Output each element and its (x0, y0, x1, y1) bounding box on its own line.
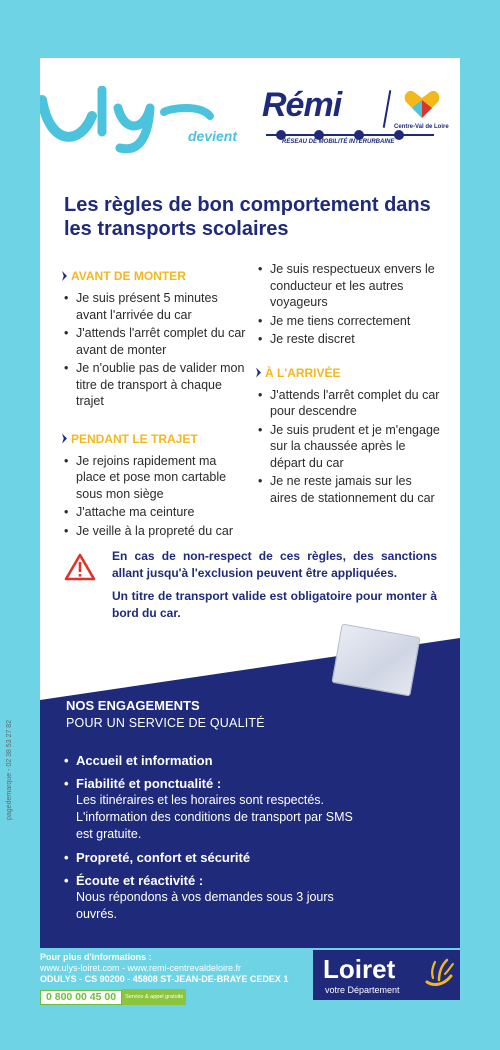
engagement-item (64, 872, 364, 923)
engagements-subheading: POUR UN SERVICE DE QUALITÉ (66, 716, 265, 730)
footer-urls[interactable]: www.ulys-loiret.com - www.remi-centrevaldeloire.fr (40, 963, 242, 973)
list-item: • Je suis prudent et je m'engage sur la chaussée après le départ du car (256, 422, 441, 472)
loiret-subtitle: votre Département (325, 985, 400, 995)
list-item: • Je me tiens correctement (256, 313, 441, 330)
list-item: • J'attache ma ceinture (62, 504, 247, 521)
list-item: • Je suis respectueux envers le conducteur et les autres voyageurs (256, 261, 441, 311)
engagement-item (64, 775, 364, 843)
section-heading-label: À L'ARRIVÉE (265, 365, 341, 380)
rules-list-avant (62, 290, 247, 410)
loiret-emblem-icon (423, 956, 455, 990)
remi-logo (262, 86, 447, 148)
engagement-title: • Fiabilité et ponctualité : (76, 776, 222, 791)
rules-left-column (62, 263, 247, 541)
chevron-right-icon (62, 434, 67, 444)
section-heading-label: AVANT DE MONTER (71, 269, 186, 283)
rules-list-arrivee (256, 387, 441, 507)
list-item: • J'attends l'arrêt complet du car avant de monter (62, 325, 247, 358)
remi-tagline: RÉSEAU DE MOBILITÉ INTERURBAINE (282, 139, 395, 145)
remi-wordmark: Rémi (262, 86, 342, 124)
list-item: • Je reste discret (256, 331, 441, 348)
section-heading-avant (62, 269, 247, 283)
rules-right-column (256, 261, 441, 508)
remi-separator (383, 90, 392, 128)
warning-icon (64, 553, 96, 581)
engagement-item (64, 752, 364, 769)
warning-line-ticket: Un titre de transport valide est obligatoire pour monter à bord du car. (112, 589, 437, 620)
engagement-title: • Écoute et réactivité : (76, 873, 204, 888)
poster-panel (40, 58, 460, 948)
footer-info (40, 952, 310, 1005)
engagements-list (64, 752, 364, 929)
list-item: • Je veille à la propreté du car (62, 523, 247, 540)
phone-number[interactable]: 0 800 00 45 00 (40, 990, 122, 1005)
region-heart-icon (402, 88, 442, 120)
section-heading-pendant (62, 432, 247, 446)
side-credit: pagedemarque - 02 38 53 27 82 (6, 719, 13, 820)
list-item: • Je ne reste jamais sur les aires de stationnement du car (256, 473, 441, 506)
section-heading-arrivee (256, 366, 441, 380)
footer-address: ODULYS - CS 90200 - 45808 ST-JEAN-DE-BRAYE CEDEX 1 (40, 974, 289, 984)
engagement-title: • Propreté, confort et sécurité (76, 850, 251, 865)
section-heading-label: PENDANT LE TRAJET (71, 431, 198, 446)
rules-list-pendant (62, 453, 247, 540)
list-item: • J'attends l'arrêt complet du car pour descendre (256, 387, 441, 420)
engagements-heading: NOS ENGAGEMENTS (66, 698, 200, 713)
phone-free-badge: Service & appel gratuits (122, 989, 186, 1005)
chevron-right-icon (256, 368, 261, 378)
chevron-right-icon (62, 271, 67, 281)
engagement-desc: Nous répondons à vos demandes sous 3 jours ouvrés. (76, 890, 334, 921)
devient-label: devient (188, 128, 238, 144)
footer-heading: Pour plus d'informations : (40, 952, 152, 962)
list-item: • Je n'oublie pas de valider mon titre de transport à chaque trajet (62, 360, 247, 410)
list-item: • Je rejoins rapidement ma place et pose mon cartable sous mon siège (62, 453, 247, 503)
list-item: • Je suis présent 5 minutes avant l'arrivée du car (62, 290, 247, 323)
engagement-desc: Les itinéraires et les horaires sont respectés. L'information des conditions de transport par SMS est gratuite. (76, 793, 353, 841)
engagement-item (64, 849, 364, 866)
loiret-logo (313, 950, 460, 1000)
page-title: Les règles de bon comportement dans les transports scolaires (64, 194, 431, 240)
warning-line-sanctions: En cas de non-respect de ces règles, des sanctions allant jusqu'à l'exclusion peuvent être appliquées. (112, 549, 437, 580)
rules-list-pendant-continued (256, 261, 441, 348)
phone-row (40, 989, 310, 1005)
warning-text (112, 548, 437, 628)
loiret-wordmark: Loiret (323, 954, 396, 984)
region-label: Centre-Val de Loire (394, 124, 449, 130)
remi-dot (394, 130, 404, 140)
ulys-logo (40, 86, 220, 156)
engagement-title: • Accueil et information (76, 753, 213, 768)
